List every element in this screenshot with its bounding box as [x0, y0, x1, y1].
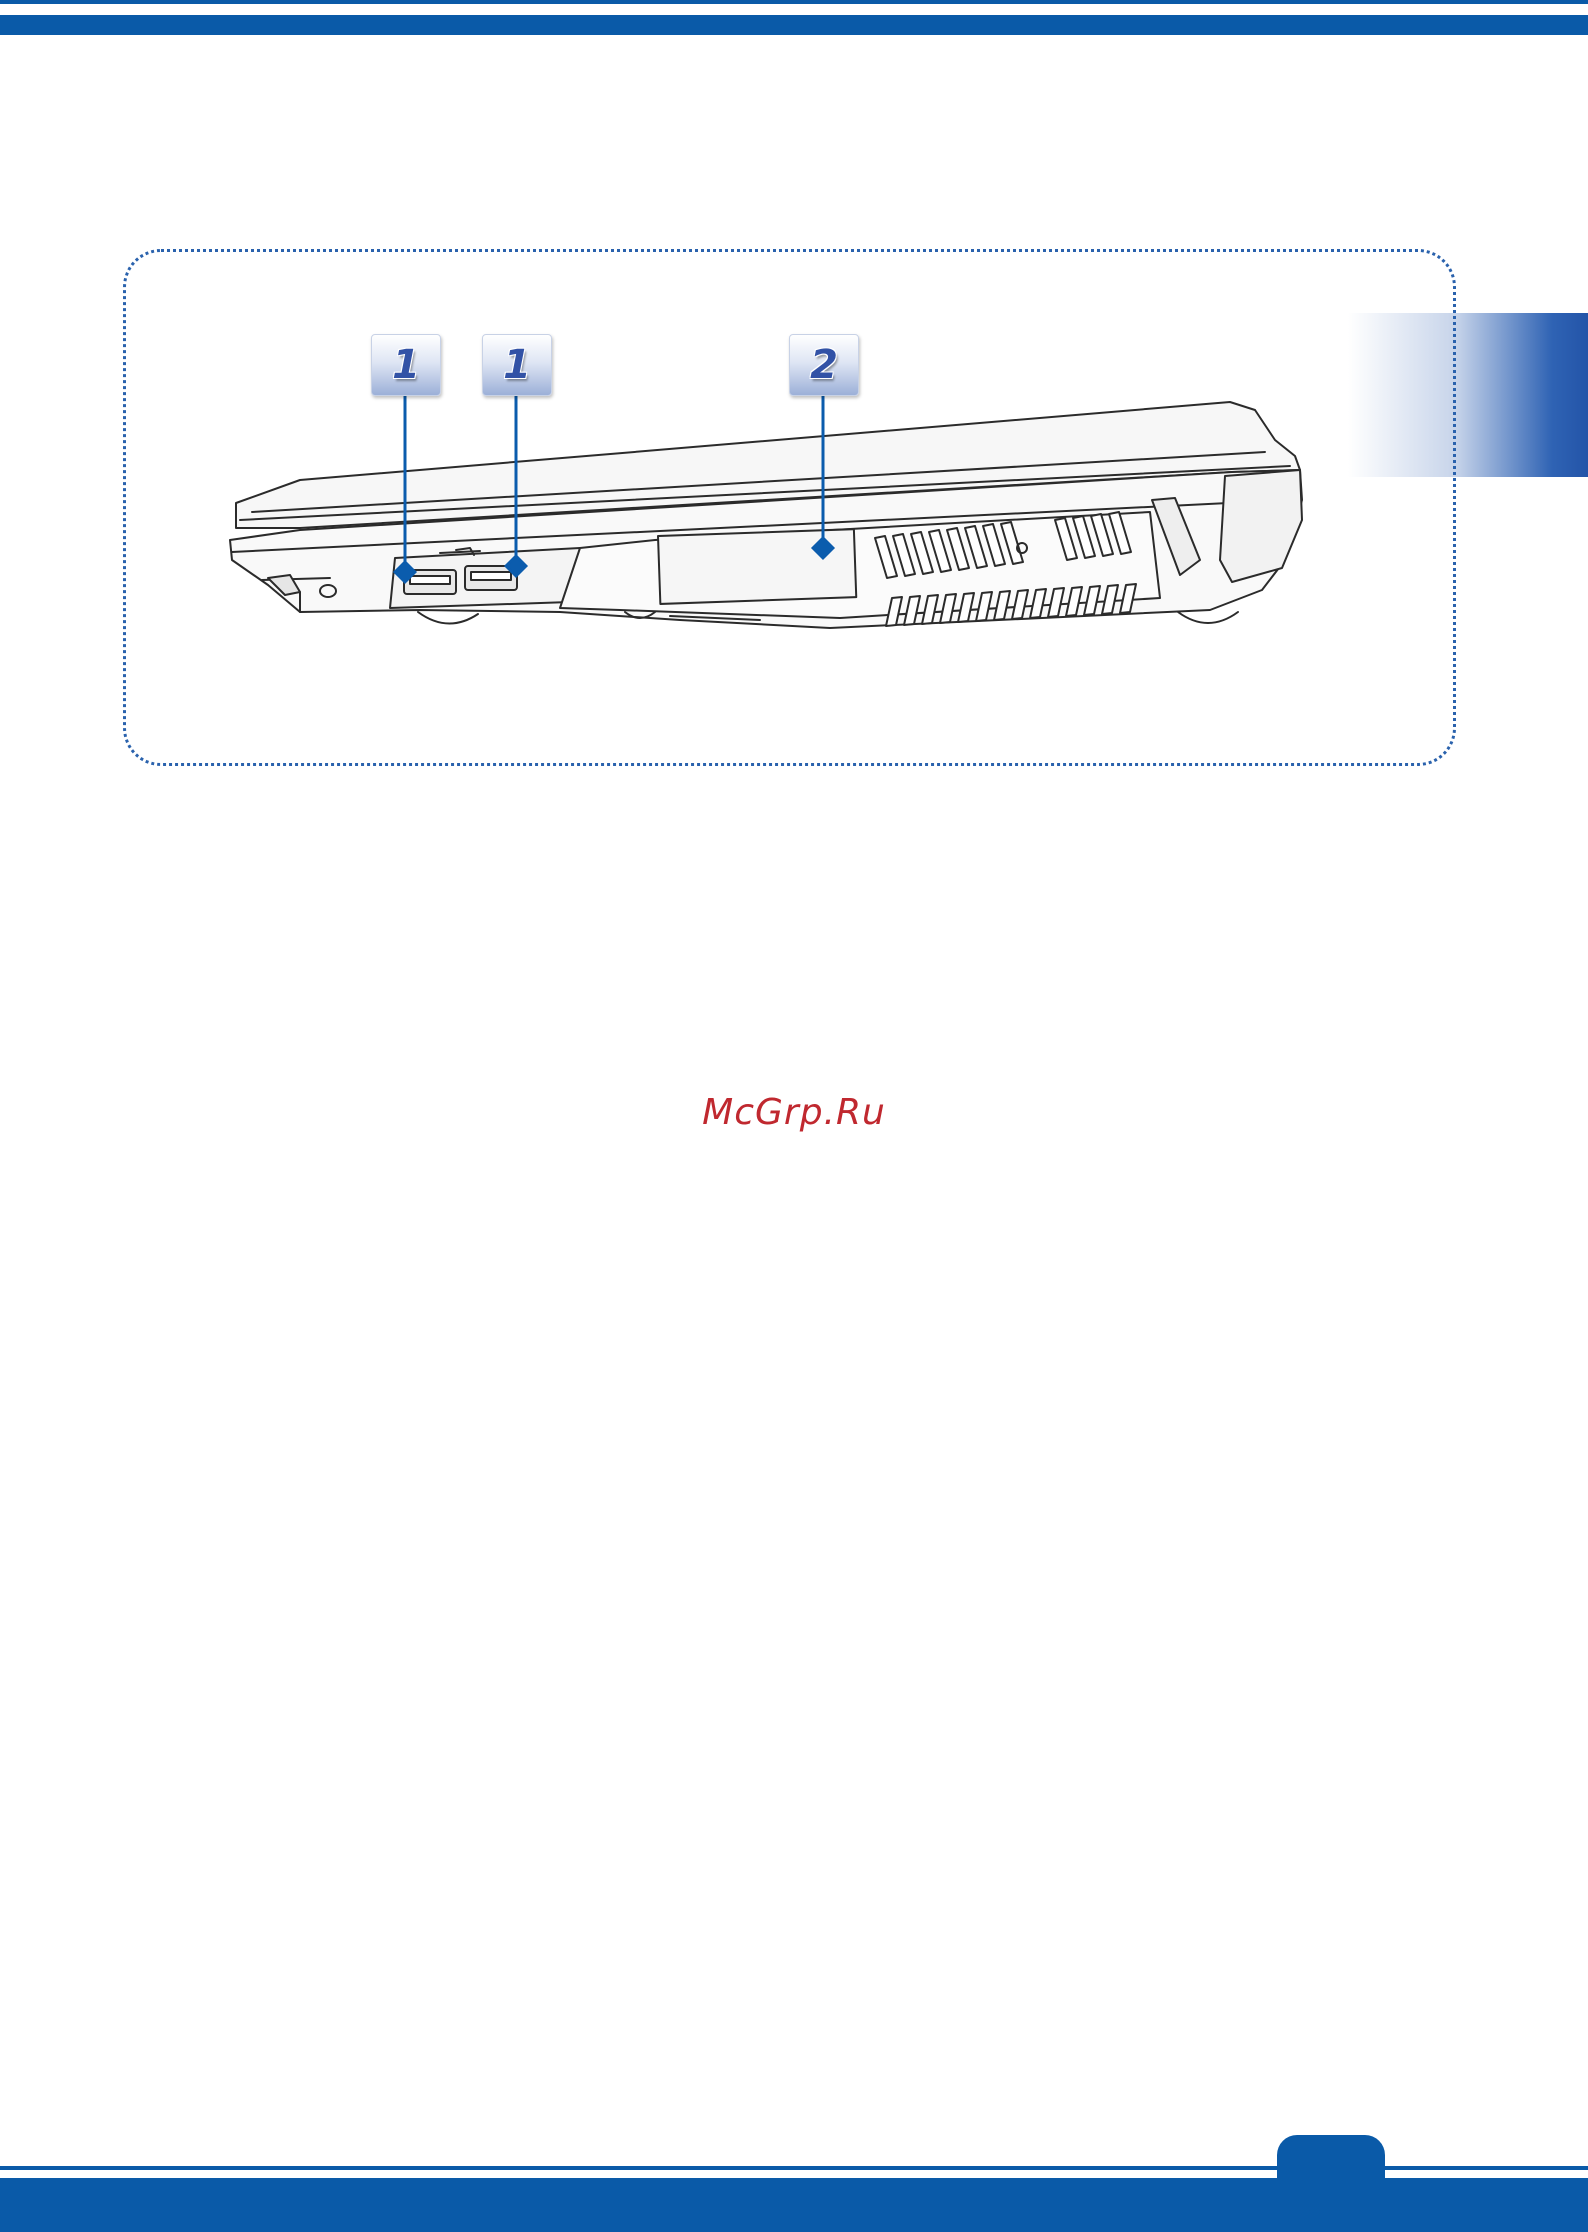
callout-number: 2: [810, 342, 838, 388]
callout-badge-usb-a: [371, 334, 441, 396]
page-number-tab: [1277, 2135, 1385, 2195]
foot-rear: [1178, 612, 1238, 623]
callout-badge-optical-drive: [789, 334, 859, 396]
foot-front: [418, 612, 478, 624]
callout-number: 1: [503, 342, 531, 388]
callout-number: 1: [392, 342, 420, 388]
callout-badge-usb-b: [482, 334, 552, 396]
watermark-text: McGrp.Ru: [702, 1092, 886, 1133]
